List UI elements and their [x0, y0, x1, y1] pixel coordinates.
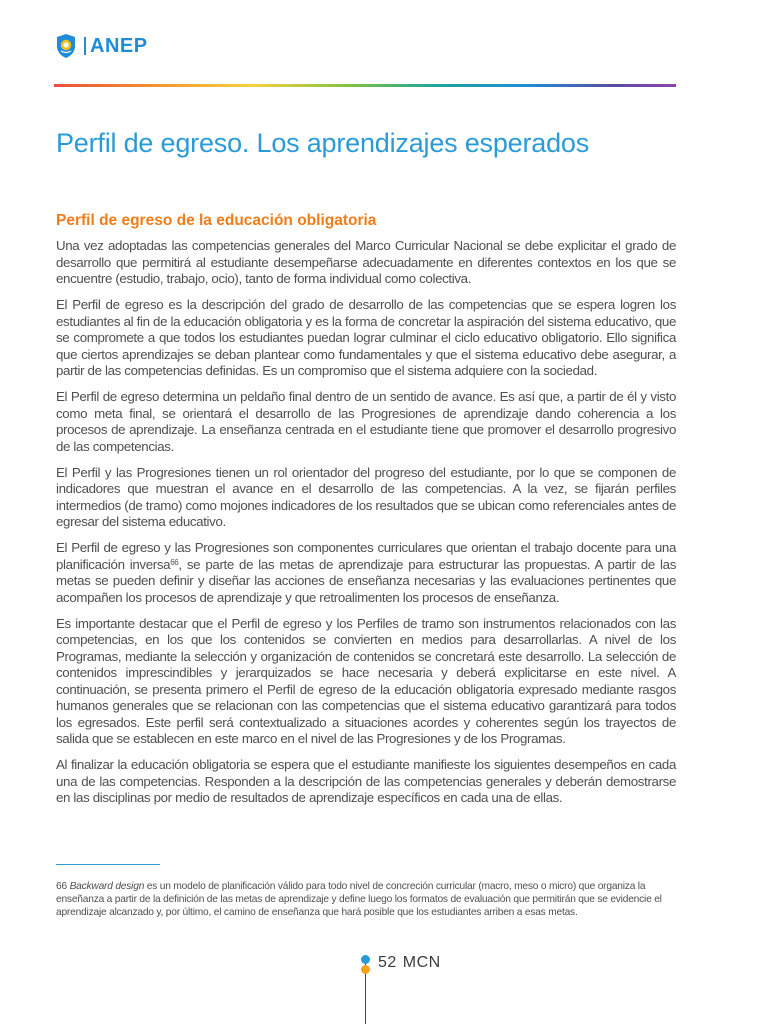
paragraph: [56, 540, 676, 606]
footnote-reference: 66: [170, 557, 179, 567]
page-number: [378, 954, 441, 972]
header-color-rule: [54, 84, 676, 87]
paragraph: Una vez adoptadas las competencias generales del Marco Curricular Nacional se debe explicitar el grado de desarrollo que permitirá al estudiante desempeñarse adecuadamente en diferentes contextos en los que se encuentre (estudio, trabajo, ocio), tanto de forma individual como colectiva.: [56, 238, 676, 286]
footnote-term: Backward design: [69, 881, 145, 892]
footnote-text: es un modelo de planificación válido para todo nivel de concreción curricular (macro, meso o micro) que organiza la enseñanza a partir de la definición de las metas de aprendizaje y define luego los formatos de evaluación que permitirán que se evidencie el aprendizaje alcanzado y, por último, el camino de enseñanza que hará posible que los estudiantes arriben a esas metas.: [56, 881, 662, 918]
page-marker-orange-dot-icon: [361, 965, 370, 974]
footnote-divider: [56, 864, 160, 865]
document-code: MCN: [402, 954, 441, 971]
footnote-number: 66: [56, 881, 67, 892]
paragraph-text: , se parte de las metas de aprendizaje para estructurar las propuestas. A partir de las metas se pueden definir y diseñar las acciones de enseñanza necesarias y las evaluaciones pertinentes que acompañen los procesos de aprendizaje y que retroalimenten los procesos de enseñanza.: [56, 556, 676, 605]
anep-logo: [54, 33, 148, 59]
logo-divider: [84, 37, 86, 55]
body-text: [56, 238, 676, 816]
paragraph: Al finalizar la educación obligatoria se espera que el estudiante manifieste los siguientes desempeños en cada una de las competencias. Responden a la descripción de las competencias generales y deberán demostrarse en las disciplinas por medio de resultados de aprendizaje específicos en cada una de ellas.: [56, 757, 676, 805]
uruguay-sun-emblem-icon: [54, 33, 78, 59]
paragraph: El Perfil de egreso es la descripción del grado de desarrollo de las competencias que se espera logren los estudiantes al fin de la educación obligatoria y es la forma de concretar la aspiración del sistema educativo, que se compromete a que todos los estudiantes puedan lograr culminar el ciclo educativo obligatorio. Ello significa que ciertos aprendizajes se deban plantear como fundamentales y que el sistema educativo debe asegurar, a partir de las competencias definidas. Es un compromiso que el sistema adquiere con la sociedad.: [56, 297, 676, 378]
section-heading: Perfil de egreso de la educación obligatoria: [56, 212, 377, 229]
paragraph: El Perfil y las Progresiones tienen un rol orientador del progreso del estudiante, por lo que se componen de indicadores que muestran el avance en el desarrollo de las competencias. A la vez, se fijarán perfiles intermedios (de tramo) como mojones indicadores de los resultados que se ubican como referenciales antes de egresar del sistema educativo.: [56, 464, 676, 529]
paragraph: Es importante destacar que el Perfil de egreso y los Perfiles de tramo son instrumentos relacionados con las competencias, en los que los contenidos se convierten en medios para desarrollarlas. A nivel de los Programas, mediante la selección y organización de contenidos se concretará este desarrollo. La selección de contenidos imprescindibles y jerarquizados se hace necesaria y deberá explicitarse en este nivel. A continuación, se presenta primero el Perfil de egreso de la educación obligatoria expresado mediante rasgos humanos generales que se relacionan con las competencias que el sistema educativo garantizará para todos los egresados. Este perfil será contextualizado a situaciones acordes y coherentes según los trayectos de salida que se establecen en este marco en el nivel de las Progresiones y de los Programas.: [56, 615, 676, 746]
brand-name: ANEP: [90, 34, 148, 57]
page-number-value: 52: [378, 954, 397, 971]
page-marker-blue-dot-icon: [361, 955, 370, 964]
page-title: Perfil de egreso. Los aprendizajes esperados: [56, 128, 590, 158]
footnote: [56, 880, 676, 919]
paragraph-text: El Perfil de egreso y las Progresiones son componentes curriculares que orientan el trabajo docente para una planificación inversa: [56, 540, 676, 572]
paragraph: El Perfil de egreso determina un peldaño final dentro de un sentido de avance. Es así que, a partir de él y visto como meta final, se orientará el desarrollo de las Progresiones de aprendizaje dando coherencia a los procesos de aprendizaje. La enseñanza centrada en el estudiante tiene que promover el desarrollo progresivo de las competencias.: [56, 389, 676, 454]
